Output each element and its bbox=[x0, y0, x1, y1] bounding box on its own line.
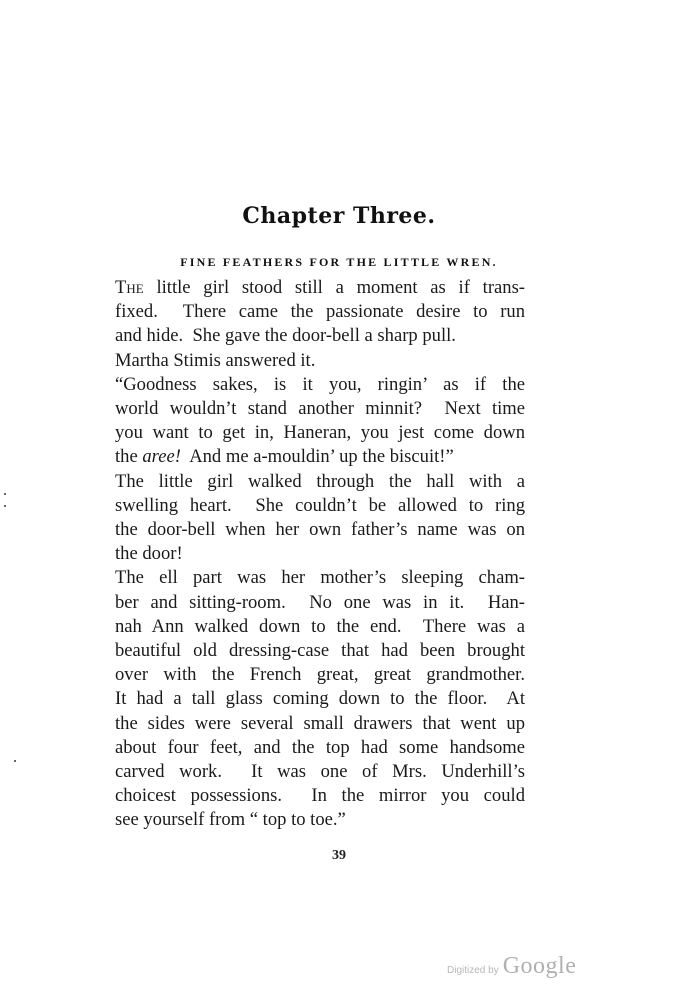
text-line bbox=[115, 397, 525, 421]
text-line bbox=[115, 615, 525, 639]
text-line bbox=[115, 494, 525, 518]
line-text: you want to get in, Haneran, you jest come down bbox=[115, 422, 525, 444]
line-text: and hide. She gave the door-bell a sharp pull. bbox=[115, 325, 456, 347]
line-text: about four feet, and the top had some handsome bbox=[115, 736, 525, 758]
line-text: The ell part was her mother’s sleeping cham- bbox=[115, 567, 525, 589]
text-line bbox=[115, 470, 525, 494]
line-text: “Goodness sakes, is it you, ringin’ as if the bbox=[115, 373, 525, 395]
text-line bbox=[115, 542, 525, 566]
italic-word: aree! bbox=[142, 446, 181, 468]
line-text: And me a-mouldin’ up the biscuit!” bbox=[180, 446, 454, 468]
text-line bbox=[115, 421, 525, 445]
text-line bbox=[115, 324, 525, 348]
text-line bbox=[115, 349, 525, 373]
google-logo: Google bbox=[502, 953, 577, 979]
line-text: carved work. It was one of Mrs. Underhill’s bbox=[115, 761, 525, 783]
text-line bbox=[115, 373, 525, 397]
line-text: fixed. There came the passionate desire to run bbox=[115, 301, 525, 323]
text-line bbox=[115, 808, 525, 832]
line-text: ber and sitting-room. No one was in it. Han- bbox=[115, 591, 525, 613]
scan-speck bbox=[4, 505, 6, 507]
line-text: choicest possessions. In the mirror you could bbox=[115, 785, 525, 807]
scan-speck bbox=[14, 760, 16, 762]
page-number: 39 bbox=[332, 848, 346, 863]
line-text: little girl stood still a moment as if trans- bbox=[143, 277, 525, 298]
text-line bbox=[115, 566, 525, 590]
line-text: The little girl walked through the hall with a bbox=[115, 470, 525, 492]
line-text: over with the French great, great grandmother. bbox=[115, 664, 525, 686]
text-line bbox=[115, 760, 525, 784]
text-line bbox=[115, 712, 525, 736]
text-line bbox=[115, 300, 525, 324]
text-line bbox=[115, 736, 525, 760]
text-line bbox=[115, 445, 525, 469]
line-text: see yourself from “ top to toe.” bbox=[115, 809, 346, 831]
line-text: the door-bell when her own father’s name was on bbox=[115, 519, 525, 541]
watermark-prefix: Digitized by bbox=[447, 965, 499, 976]
chapter-subtitle: FINE FEATHERS FOR THE LITTLE WREN. bbox=[180, 255, 498, 269]
text-line bbox=[115, 687, 525, 711]
line-text: swelling heart. She couldn’t be allowed to ring bbox=[115, 494, 525, 516]
line-text: the sides were several small drawers that went up bbox=[115, 712, 525, 734]
line-text: beautiful old dressing-case that had been brought bbox=[115, 640, 525, 662]
line-text: Martha Stimis answered it. bbox=[115, 349, 316, 371]
drop-word: The bbox=[115, 277, 144, 298]
line-prefix: the bbox=[115, 446, 143, 468]
text-line bbox=[115, 784, 525, 808]
line-text: world wouldn’t stand another minnit? Next time bbox=[115, 398, 525, 420]
line-text: It had a tall glass coming down to the floor. At bbox=[115, 688, 525, 710]
text-line bbox=[115, 276, 525, 300]
line-text: nah Ann walked down to the end. There was a bbox=[115, 615, 525, 637]
body-text bbox=[115, 276, 525, 833]
text-line bbox=[115, 639, 525, 663]
text-line bbox=[115, 518, 525, 542]
line-text: the door! bbox=[115, 543, 183, 565]
text-line bbox=[115, 663, 525, 687]
digitized-watermark bbox=[447, 953, 576, 980]
chapter-title: Chapter Three. bbox=[242, 203, 436, 229]
scan-speck bbox=[4, 493, 6, 495]
text-line bbox=[115, 591, 525, 615]
